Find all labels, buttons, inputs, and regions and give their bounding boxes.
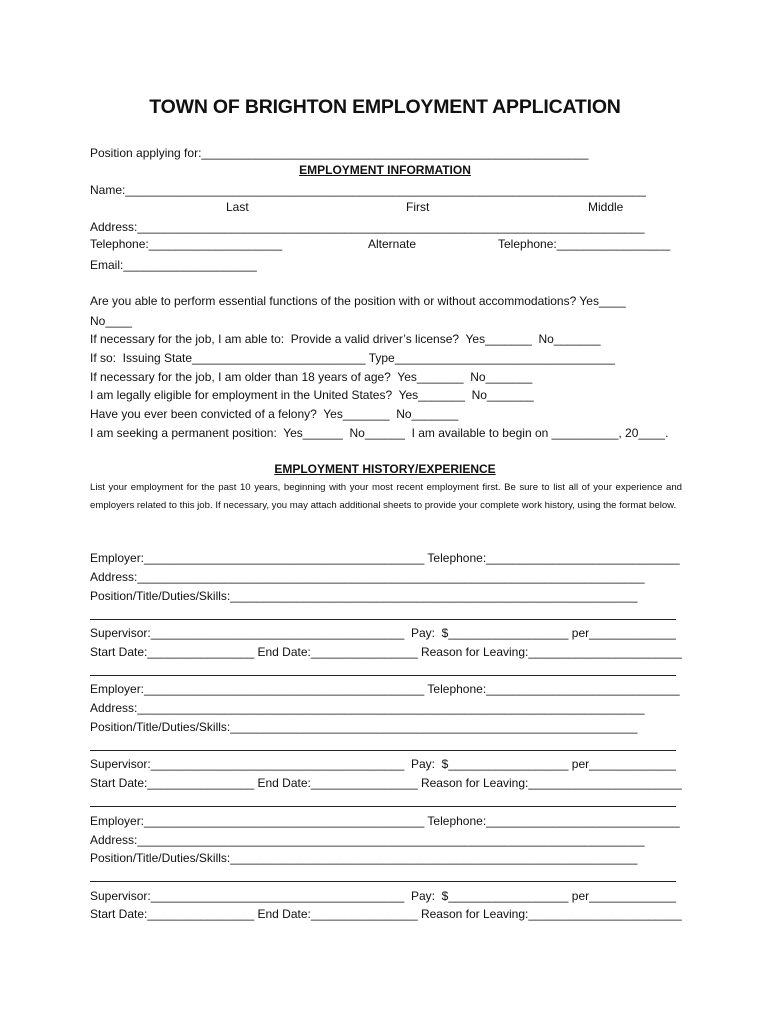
blank-line[interactable] (90, 619, 676, 620)
question-issuing-state[interactable]: If so: Issuing State__________________________ Type_________________________________ (90, 351, 615, 365)
alternate-label: Alternate (368, 237, 417, 251)
position-applying-field[interactable]: Position applying for:__________________________________________________________ (90, 146, 589, 160)
dates-field[interactable]: Start Date:________________ End Date:________________ Reason for Leaving:_______________________ (90, 645, 682, 659)
telephone-field[interactable]: Telephone:____________________ (90, 237, 283, 251)
employer-address-field[interactable]: Address:____________________________________________________________________________ (90, 833, 645, 847)
question-drivers-license[interactable]: If necessary for the job, I am able to: Provide a valid driver’s license? Yes_______ No_______ (90, 332, 601, 346)
history-instructions: List your employment for the past 10 years, beginning with your most recent employment first. Be sure to list all of your experience and employers related to this job. If necessary, you may attach additional sheets to provide your complete work history, using the format below. (90, 482, 682, 511)
dates-field[interactable]: Start Date:________________ End Date:________________ Reason for Leaving:_______________________ (90, 776, 682, 790)
blank-line[interactable] (90, 675, 676, 676)
question-felony[interactable]: Have you ever been convicted of a felony? Yes_______ No_______ (90, 407, 459, 421)
question-permanent-position[interactable]: I am seeking a permanent position: Yes______ No______ I am available to begin on __________, 20____. (90, 426, 669, 440)
employer-field[interactable]: Employer:__________________________________________ Telephone:_____________________________ (90, 814, 680, 828)
employer-field[interactable]: Employer:__________________________________________ Telephone:_____________________________ (90, 551, 680, 565)
employer-position-field[interactable]: Position/Title/Duties/Skills:_____________________________________________________________ (90, 851, 638, 865)
employment-history-heading: EMPLOYMENT HISTORY/EXPERIENCE (274, 462, 496, 476)
supervisor-field[interactable]: Supervisor:______________________________________ Pay: $__________________ per_____________ (90, 889, 676, 903)
employer-address-field[interactable]: Address:____________________________________________________________________________ (90, 570, 645, 584)
page-title: TOWN OF BRIGHTON EMPLOYMENT APPLICATION (149, 96, 621, 118)
question-age[interactable]: If necessary for the job, I am older than 18 years of age? Yes_______ No_______ (90, 370, 533, 384)
middle-name-label: Middle (588, 200, 624, 214)
employment-information-heading: EMPLOYMENT INFORMATION (299, 163, 471, 177)
question-essential-functions-no[interactable]: No____ (90, 314, 133, 328)
employer-field[interactable]: Employer:__________________________________________ Telephone:_____________________________ (90, 682, 680, 696)
supervisor-field[interactable]: Supervisor:______________________________________ Pay: $__________________ per_____________ (90, 626, 676, 640)
supervisor-field[interactable]: Supervisor:______________________________________ Pay: $__________________ per_____________ (90, 757, 676, 771)
first-name-label: First (406, 200, 430, 214)
last-name-label: Last (226, 200, 249, 214)
blank-line[interactable] (90, 806, 676, 807)
email-field[interactable]: Email:____________________ (90, 258, 257, 272)
employer-position-field[interactable]: Position/Title/Duties/Skills:_____________________________________________________________ (90, 720, 638, 734)
employer-position-field[interactable]: Position/Title/Duties/Skills:_____________________________________________________________ (90, 589, 638, 603)
question-eligibility[interactable]: I am legally eligible for employment in the United States? Yes_______ No_______ (90, 388, 534, 402)
employer-address-field[interactable]: Address:____________________________________________________________________________ (90, 701, 645, 715)
question-essential-functions[interactable]: Are you able to perform essential functions of the position with or without accommodations? Yes____ (90, 294, 626, 308)
address-field[interactable]: Address:____________________________________________________________________________ (90, 220, 645, 234)
blank-line[interactable] (90, 881, 676, 882)
blank-line[interactable] (90, 750, 676, 751)
name-field[interactable]: Name:______________________________________________________________________________ (90, 183, 646, 197)
alternate-telephone-field[interactable]: Telephone:_________________ (498, 237, 671, 251)
dates-field[interactable]: Start Date:________________ End Date:________________ Reason for Leaving:_______________________ (90, 907, 682, 921)
